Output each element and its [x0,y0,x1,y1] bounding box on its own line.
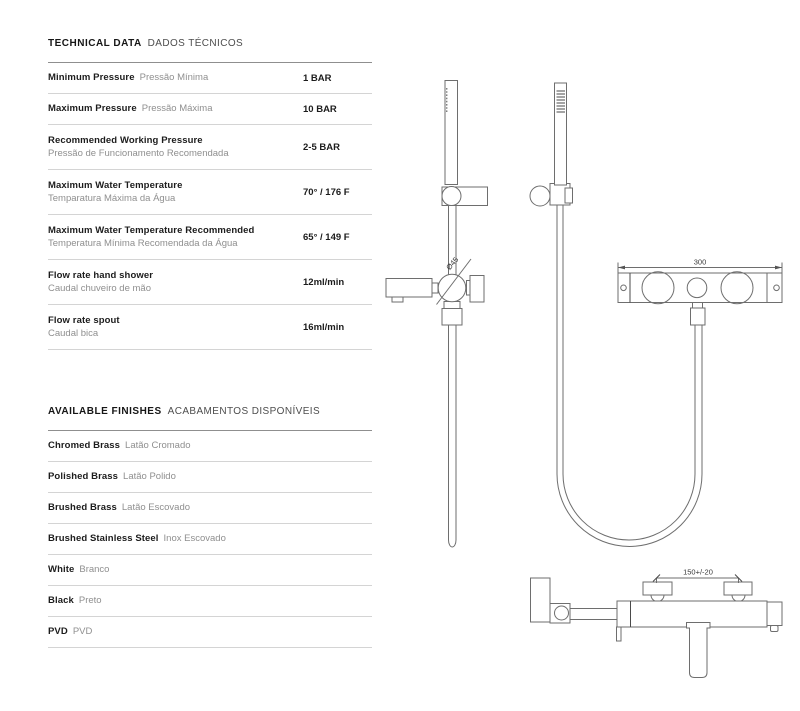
available-finishes-title-pt: ACABAMENTOS DISPONÍVEIS [167,406,321,417]
row-label [48,564,372,576]
row-label-pt: Inox Escovado [163,533,226,544]
row-label [48,471,372,483]
row-value: 10 BAR [303,103,337,115]
row-label [48,180,303,205]
drawing-shower-set-front [386,81,488,548]
row-label-en: Flow rate spout [48,314,120,326]
technical-row [48,63,372,94]
inlet-spacing-dimension [653,568,742,584]
row-value: 65° / 149 F [303,231,350,243]
row-label-pt: Latão Escovado [121,502,191,513]
finish-row [48,617,372,648]
row-label [48,315,303,340]
row-label-pt: Latão Cromado [125,440,191,451]
technical-data-title-pt: DADOS TÉCNICOS [147,38,244,49]
row-label-en: Minimum Pressure [48,72,135,83]
row-label-pt: Latão Polido [123,471,176,482]
valve-diameter-label: Ø45 [444,255,461,272]
row-label-en: Maximum Water Temperature [48,179,183,191]
row-label-pt: Branco [79,564,110,575]
technical-data-title [48,38,372,63]
available-finishes-title [48,406,372,431]
row-label-en: Brushed Brass [48,502,117,513]
row-label-en: Chromed Brass [48,440,121,451]
finish-row [48,524,372,555]
row-label-pt: Preto [78,595,102,606]
row-label [48,533,372,545]
bar-width-label: 300 [693,257,707,267]
row-label-en: PVD [48,626,68,637]
row-label-pt: PVD [72,626,93,637]
technical-row [48,170,372,215]
technical-row [48,94,372,125]
row-label-pt: Pressão de Funcionamento Recomendada [48,147,229,159]
row-label-en: Flow rate hand shower [48,269,154,281]
row-label [48,626,372,638]
row-label-pt: Pressão Máxima [141,103,213,114]
row-label-en: Black [48,595,74,606]
row-label [48,72,303,84]
row-label [48,103,303,115]
row-label-en: Polished Brass [48,471,119,482]
technical-row [48,305,372,350]
finish-row [48,555,372,586]
finish-row [48,493,372,524]
row-label-pt: Pressão Mínima [139,72,209,83]
row-value: 70° / 176 F [303,186,350,198]
finish-row [48,462,372,493]
row-value: 16ml/min [303,321,345,333]
row-label [48,270,303,295]
row-label [48,135,303,160]
technical-row [48,260,372,305]
row-label-en: Maximum Pressure [48,103,137,114]
technical-drawings [380,55,800,711]
row-label-en: Brushed Stainless Steel [48,533,159,544]
available-finishes-title-en: AVAILABLE FINISHES [48,406,162,417]
technical-row [48,125,372,170]
row-value: 1 BAR [303,72,332,84]
row-label [48,595,372,607]
row-label-pt: Temperatura Mínima Recomendada da Água [48,237,238,249]
bar-width-dimension [618,258,782,274]
row-label [48,225,303,250]
finish-row [48,431,372,462]
row-label-pt: Temparatura Máxima da Água [48,192,176,204]
row-label-en: White [48,564,75,575]
technical-data-title-en: TECHNICAL DATA [48,38,142,49]
row-label-pt: Caudal chuveiro de mão [48,282,151,294]
row-value: 12ml/min [303,276,345,288]
row-value: 2-5 BAR [303,141,340,153]
inlet-spacing-label: 150+/-20 [683,567,713,577]
row-label-en: Recommended Working Pressure [48,134,203,146]
row-label [48,440,372,452]
technical-row [48,215,372,260]
row-label-en: Maximum Water Temperature Recommended [48,224,255,236]
drawing-handshower-hose-topview [530,83,782,546]
technical-data-section [48,38,372,350]
drawing-bath-mixer-side [531,568,783,678]
finish-row [48,586,372,617]
row-label [48,502,372,514]
row-label-pt: Caudal bica [48,327,99,339]
available-finishes-section [48,406,372,648]
